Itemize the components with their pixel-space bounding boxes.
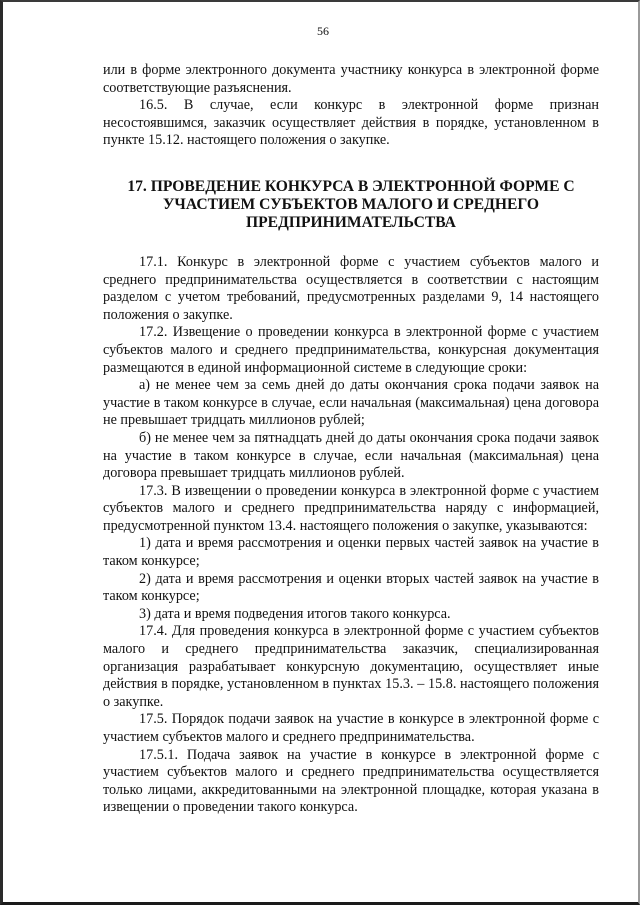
paragraph-continued: или в форме электронного документа участнику конкурса в электронной форме соответствующие разъяснения. [103, 62, 599, 96]
paragraph-16-5: 16.5. В случае, если конкурс в электронной форме признан несостоявшимся, заказчик осуществляет действия в порядке, установленном в пункте 15.12. настоящего положения о закупке. [103, 97, 599, 149]
paragraph-17-2: 17.2. Извещение о проведении конкурса в электронной форме с участием субъектов малого и среднего предпринимательства, конкурсная документация размещаются в единой информационной системе в следующие сроки: [103, 324, 599, 376]
paragraph-17-5: 17.5. Порядок подачи заявок на участие в конкурсе в электронной форме с участием субъектов малого и среднего предпринимательства. [103, 711, 599, 745]
paragraph-17-1: 17.1. Конкурс в электронной форме с участием субъектов малого и среднего предпринимательства осуществляется в соответствии с настоящим разделом с учетом требований, предусмотренных разделами 9, 14 настоящего положения о закупке. [103, 253, 599, 323]
document-body [103, 62, 599, 817]
page-number: 56 [317, 24, 329, 38]
list-item-2: 2) дата и время рассмотрения и оценки вторых частей заявок на участие в таком конкурсе; [103, 570, 599, 605]
list-item-b: б) не менее чем за пятнадцать дней до даты окончания срока подачи заявок на участие в таком конкурсе в случае, если начальная (максимальная) цена договора превышает тридцать миллионов рублей. [103, 429, 599, 482]
list-item-3: 3) дата и время подведения итогов такого конкурса. [139, 605, 451, 622]
section-heading: 17. ПРОВЕДЕНИЕ КОНКУРСА В ЭЛЕКТРОННОЙ ФОРМЕ С УЧАСТИЕМ СУБЪЕКТОВ МАЛОГО И СРЕДНЕГО ПРЕДПРИНИМАТЕЛЬСТВА [127, 177, 575, 231]
list-item-1: 1) дата и время рассмотрения и оценки первых частей заявок на участие в таком конкурсе; [103, 535, 599, 570]
paragraph-17-5-1: 17.5.1. Подача заявок на участие в конкурсе в электронной форме с участием субъектов малого и среднего предпринимательства осуществляется только лицами, аккредитованными на электронной площадке, которая указана в извещении о проведении такого конкурса. [103, 746, 599, 816]
paragraph-17-4: 17.4. Для проведения конкурса в электронной форме с участием субъектов малого и среднего предпринимательства заказчик, специализированная организация разрабатывает конкурсную документацию, осуществляет иные действия в порядке, установленном в пунктах 15.3. – 15.8. настоящего положения о закупке. [103, 623, 599, 710]
list-item-a: а) не менее чем за семь дней до даты окончания срока подачи заявок на участие в таком конкурсе в случае, если начальная (максимальная) цена договора не превышает тридцать миллионов рублей; [103, 377, 599, 429]
paragraph-17-3: 17.3. В извещении о проведении конкурса в электронной форме с участием субъектов малого и среднего предпринимательства наряду с информацией, предусмотренной пунктом 13.4. настоящего положения о закупке, указываются: [103, 482, 599, 534]
